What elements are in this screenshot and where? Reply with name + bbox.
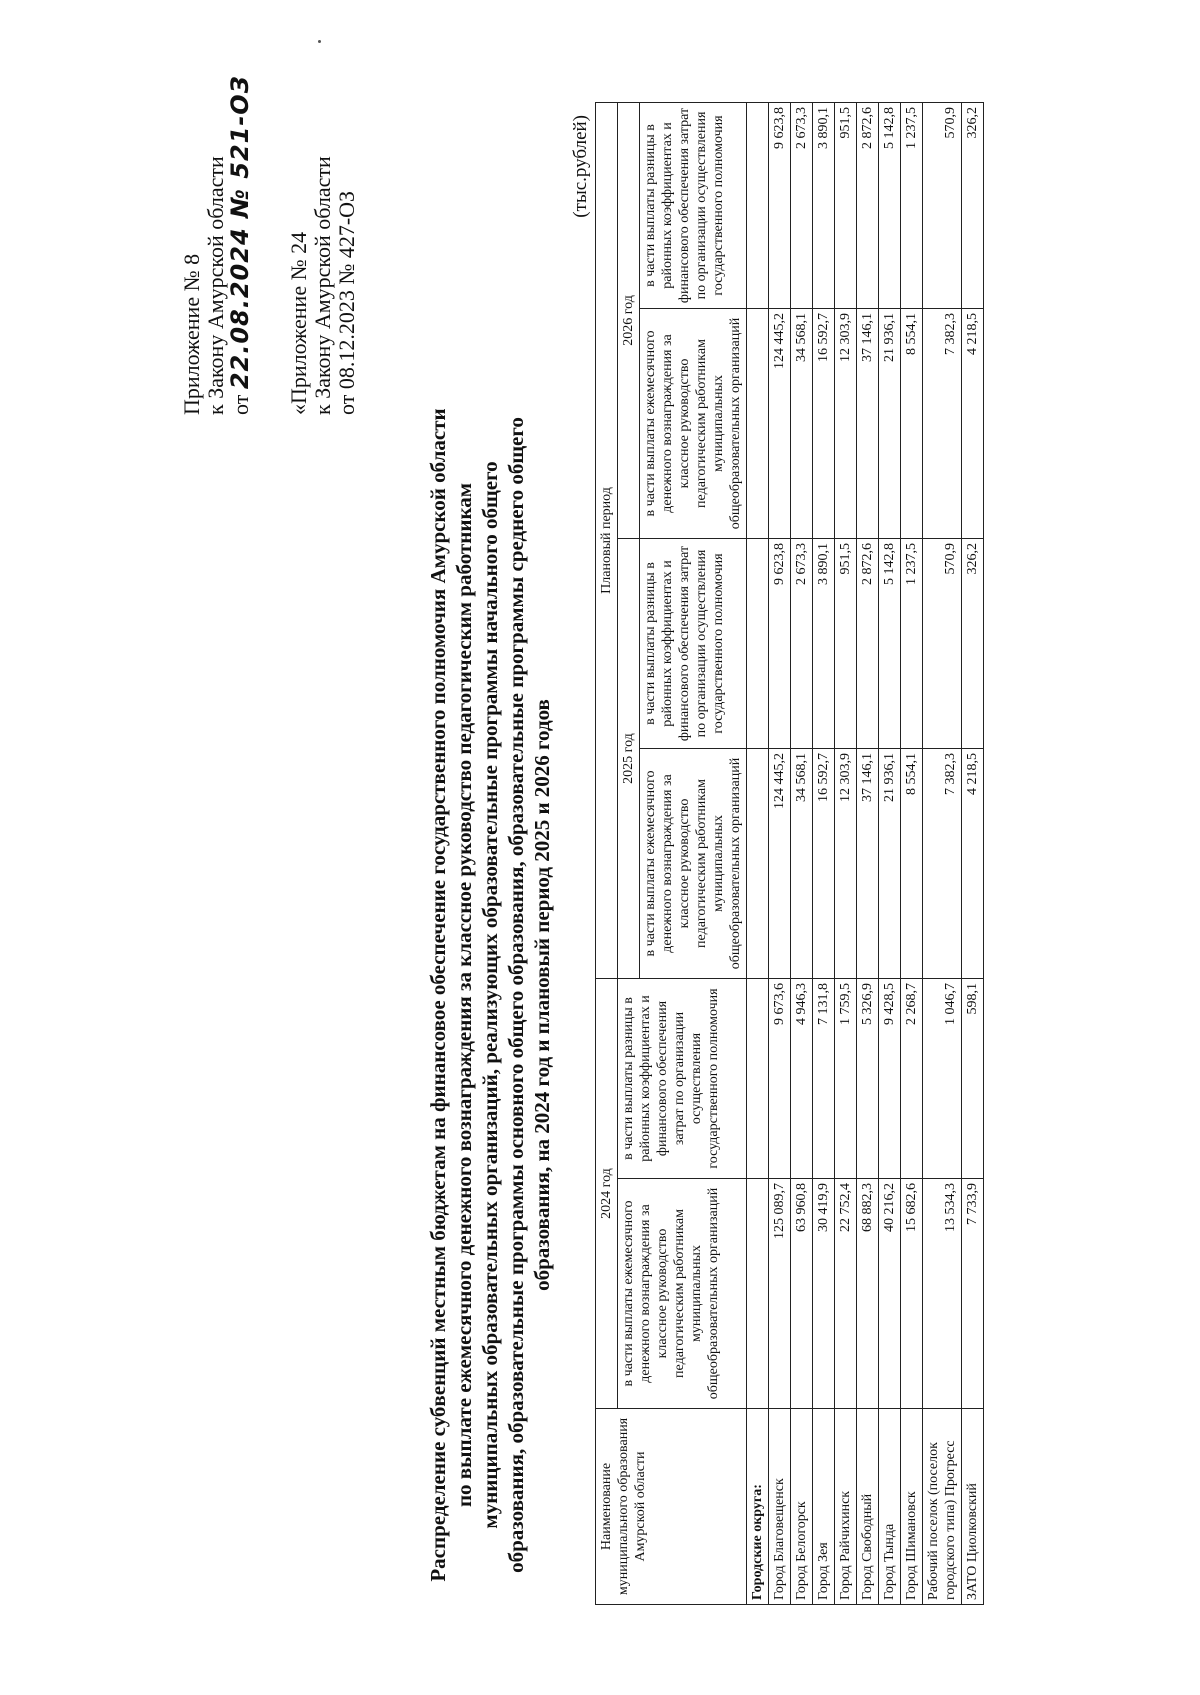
h2026-coefficient-header: в части выплаты разницы в районных коэффициентах и финансового обеспечения затрат по организации осуществления государственного полномочия [640,102,747,308]
value-cell: 326,2 [962,539,984,749]
value-cell: 37 146,1 [857,309,879,539]
prev-law-date: от 08.12.2023 № 427-ОЗ [334,190,359,415]
value-cell: 37 146,1 [857,749,879,979]
value-cell: 3 890,1 [813,539,835,749]
value-cell: 16 592,7 [813,749,835,979]
municipality-name: Город Свободный [857,1409,879,1605]
value-cell: 3 890,1 [813,102,835,308]
value-cell: 1 046,7 [923,979,962,1179]
value-cell: 7 382,3 [923,309,962,539]
value-cell: 8 554,1 [901,309,923,539]
empty-cell [747,749,769,979]
value-cell: 124 445,2 [769,749,791,979]
value-cell: 5 142,8 [879,102,901,308]
table-row [857,102,879,1604]
h2026-classroom-header: в части выплаты ежемесячного денежного вознаграждения за классное руководство педагогическим работникам муниципальных общеобразовательных организаций [640,309,747,539]
value-cell: 4 946,3 [791,979,813,1179]
table-row [791,102,813,1604]
value-cell: 40 216,2 [879,1179,901,1409]
date-prefix: от [228,394,253,415]
year-2024-header: 2024 год [596,979,618,1409]
value-cell: 1 237,5 [901,539,923,749]
document-title: Распределение субвенций местным бюджетам на финансовое обеспечение государственного полномочия Амурской области по выплате ежемесячного денежного вознаграждения за классное руководство педагогическим работникам муниципальных образовательных организаций, реализующих образовательные программы начального общего образования, образовательные программы основного общего образования, образовательные программы среднего общего образования, на 2024 год и плановый период 2025 и 2026 годов [426,408,554,1582]
value-cell: 34 568,1 [791,749,813,979]
value-cell: 9 623,8 [769,539,791,749]
value-cell: 9 428,5 [879,979,901,1179]
value-cell: 9 673,6 [769,979,791,1179]
value-cell: 2 872,6 [857,102,879,308]
value-cell: 63 960,8 [791,1179,813,1409]
empty-cell [747,539,769,749]
value-cell: 21 936,1 [879,749,901,979]
municipality-name: Город Райчихинск [835,1409,857,1605]
municipality-name: Город Благовещенск [769,1409,791,1605]
value-cell: 1 237,5 [901,102,923,308]
municipality-name: Город Тында [879,1409,901,1605]
value-cell: 326,2 [962,102,984,308]
law-date-line [228,55,253,415]
prev-appendix-number: «Приложение № 24 [286,231,311,415]
table-row [879,102,901,1604]
value-cell: 34 568,1 [791,309,813,539]
planning-period-header: Плановый период [596,102,618,978]
empty-cell [747,979,769,1179]
value-cell: 7 131,8 [813,979,835,1179]
value-cell: 15 682,6 [901,1179,923,1409]
value-cell: 7 382,3 [923,749,962,979]
value-cell: 68 882,3 [857,1179,879,1409]
year-2026-header: 2026 год [618,102,640,538]
table-row [901,102,923,1604]
value-cell: 9 623,8 [769,102,791,308]
value-cell: 2 673,3 [791,102,813,308]
value-cell: 12 303,9 [835,749,857,979]
municipality-name: Город Белогорск [791,1409,813,1605]
value-cell: 16 592,7 [813,309,835,539]
value-cell: 4 218,5 [962,749,984,979]
value-cell: 5 142,8 [879,539,901,749]
value-cell: 124 445,2 [769,309,791,539]
appendix-header [180,55,359,415]
empty-cell [747,102,769,308]
value-cell: 12 303,9 [835,309,857,539]
value-cell: 22 752,4 [835,1179,857,1409]
value-cell: 30 419,9 [813,1179,835,1409]
value-cell: 125 089,7 [769,1179,791,1409]
municipality-name: Город Зея [813,1409,835,1605]
municipality-column-header: Наименование муниципального образования Амурской области [596,1409,747,1605]
table-row [835,102,857,1604]
section-label: Городские округа: [747,1409,769,1605]
value-cell: 2 673,3 [791,539,813,749]
value-cell: 4 218,5 [962,309,984,539]
handwritten-date-number: 22.08.2024 № 521-ОЗ [226,75,254,390]
h2024-classroom-header: в части выплаты ежемесячного денежного вознаграждения за классное руководство педагогическим работникам муниципальных общеобразовательных организаций [618,1179,747,1409]
value-cell: 570,9 [923,102,962,308]
prev-law-reference: к Закону Амурской области [310,156,335,415]
table-row [923,102,962,1604]
value-cell: 951,5 [835,539,857,749]
table-row [813,102,835,1604]
municipality-name: Город Шимановск [901,1409,923,1605]
municipality-name: Рабочий поселок (поселок городского типа) Прогресс [923,1409,962,1605]
h2024-coefficient-header: в части выплаты разницы в районных коэффициентах и финансового обеспечения затрат по организации осуществления государственного полномочия [618,979,747,1179]
units-label: (тыс.рублей) [570,115,591,218]
section-row [747,102,769,1604]
subvention-table [595,102,984,1605]
law-reference: к Закону Амурской области [203,156,228,415]
value-cell: 13 534,3 [923,1179,962,1409]
value-cell: 598,1 [962,979,984,1179]
value-cell: 8 554,1 [901,749,923,979]
appendix-number: Приложение № 8 [179,253,204,415]
table-row [962,102,984,1604]
value-cell: 21 936,1 [879,309,901,539]
value-cell: 5 326,9 [857,979,879,1179]
h2025-classroom-header: в части выплаты ежемесячного денежного вознаграждения за классное руководство педагогическим работникам муниципальных общеобразовательных организаций [640,749,747,979]
value-cell: 2 268,7 [901,979,923,1179]
empty-cell [747,1179,769,1409]
h2025-coefficient-header: в части выплаты разницы в районных коэффициентах и финансового обеспечения затрат по организации осуществления государственного полномочия [640,539,747,749]
year-2025-header: 2025 год [618,539,640,979]
rotated-document-page [50,45,1150,1645]
value-cell: 2 872,6 [857,539,879,749]
scan-speck [318,40,321,43]
municipality-name: ЗАТО Циолковский [962,1409,984,1605]
value-cell: 7 733,9 [962,1179,984,1409]
value-cell: 951,5 [835,102,857,308]
value-cell: 570,9 [923,539,962,749]
table-row [769,102,791,1604]
empty-cell [747,309,769,539]
value-cell: 1 759,5 [835,979,857,1179]
